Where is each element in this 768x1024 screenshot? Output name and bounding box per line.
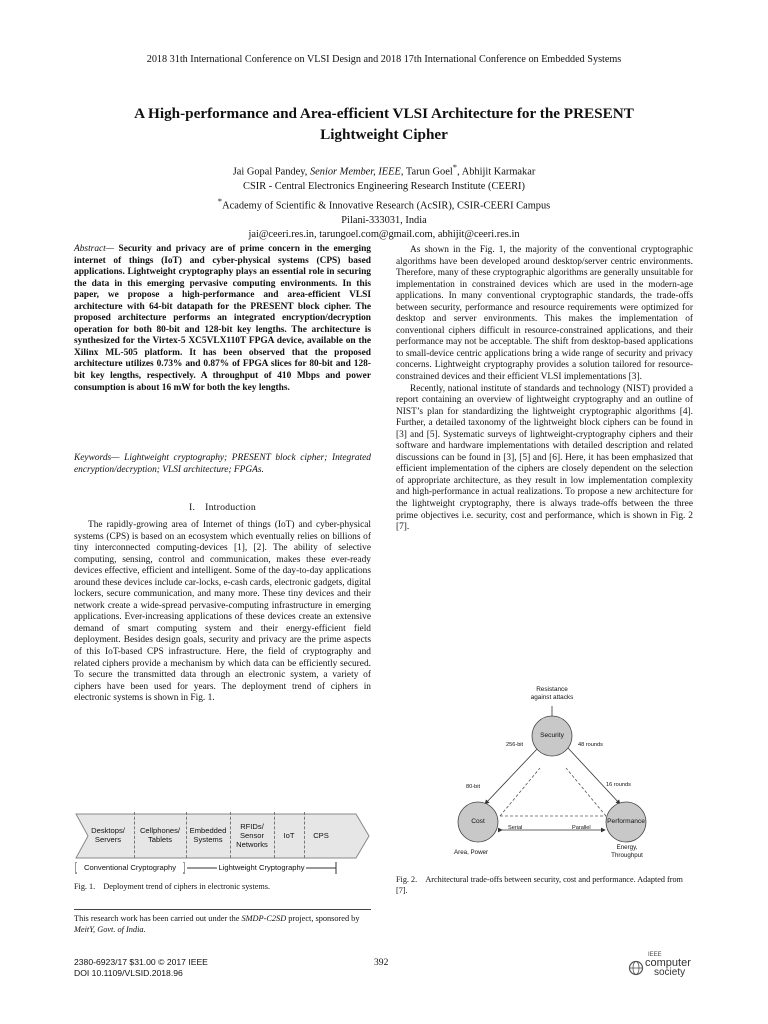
fig1-box-desktops: Desktops/ Servers: [82, 812, 135, 858]
fig2-dashed-1: [500, 768, 540, 816]
footer-left: [74, 957, 208, 979]
affiliation-2-text: Academy of Scientific & Innovative Research (AcSIR), CSIR-CEERI Campus: [222, 200, 551, 212]
figure-2: [440, 686, 680, 868]
right-para-1: As shown in the Fig. 1, the majority of the conventional cryptographic algorithms have been developed around desktop/server centric environments. Therefore, many of these cryptographic algorithms are generally unsuitable for implementation in constrained devices which are used in the modern-age applications. In many conventional cryptographic standards, the trade-offs between security, performance and resource requirements were optimized for desktop and server environments. This makes the implementation of conventional ciphers difficult in resource-constrained applications, and their performance may not be acceptable. The shift from desktop-based applications to small-device centric applications bring a wide range of security and privacy concerns. Lightweight cryptography provides a solution tailored for resource-constrained devices and their efficient VLSI implementations [3].: [396, 245, 693, 383]
title-line-2: Lightweight Cipher: [320, 126, 448, 143]
figure-2-caption: Fig. 2. Architectural trade-offs between security, cost and performance. Adapted from [7].: [396, 875, 683, 895]
footnote: [74, 909, 371, 935]
fig2-label-parallel: Parallel: [572, 825, 591, 831]
author-1-role: Senior Member, IEEE: [309, 166, 401, 178]
footer-doi: DOI 10.1109/VLSID.2018.96: [74, 968, 183, 978]
fig2-label-16rounds: 16 rounds: [606, 782, 631, 788]
abstract-label: Abstract—: [74, 244, 115, 254]
logo-ieee: IEEE: [648, 952, 662, 958]
author-block: [60, 160, 708, 242]
affiliation-1: CSIR - Central Electronics Engineering Research Institute (CEERI): [243, 180, 525, 192]
page-number: 392: [374, 957, 389, 968]
abstract: [74, 244, 371, 394]
fig2-label-cost: Cost: [471, 818, 485, 825]
keywords-text: Lightweight cryptography; PRESENT block cipher; Integrated encryption/decryption; VLSI architecture; FPGAs.: [74, 453, 371, 475]
fig2-label-performance: Performance: [607, 818, 645, 825]
fig2-edge-security-cost: [485, 748, 538, 804]
fig2-label-resistance: Resistance against attacks: [530, 686, 574, 701]
author-1: Jai Gopal Pandey,: [232, 166, 310, 178]
logo-computer: computer: [645, 957, 691, 969]
affiliation-2-mark: *: [217, 195, 223, 206]
fig1-box-rfids: RFIDs/ Sensor Networks: [230, 812, 275, 858]
fig2-label-area-power: Area, Power: [454, 849, 489, 856]
conference-header: 2018 31th International Conference on VLSI Design and 2018 17th International Conference on Embedded Systems: [146, 54, 622, 65]
keywords: [74, 453, 371, 476]
footer-issn: 2380-6923/17 $31.00 © 2017 IEEE: [74, 957, 208, 967]
footnote-pre: This research work has been carried out under the: [74, 914, 242, 923]
footnote-end: .: [143, 925, 146, 934]
fig1-box-embedded: Embedded Systems: [186, 812, 231, 858]
right-column-text: [396, 245, 693, 534]
intro-para-1: The rapidly-growing area of Internet of things (IoT) and cyber-physical systems (CPS) is based on an ecosystem which eventually relies on billions of tiny interconnected computing-devices [1], [2]. The ability of selective computing, sensing, control and communication, makes these ever-ready devices effective, efficient and intelligent. Some of the day-to-day applications around these devices include car-locks, e-cash cards, electronic gadgets, digital lockers, secure communication, and many more. These tiny devices and their network create a wide-spread pervasive-computing infrastructure in emerging applications. Ever-increasing applications of these devices create an extensive demand of smart computing system and their energy-efficient field deployment. Besides design goals, security and privacy are the prime aspects of this IoT-based CPS infrastructure. Here, the field of cryptography and related ciphers provide a mechanism by which data can be efficiently secured. To secure the transmitted data through an electronic system, a variety of ciphers have been used for years. The deployment trend of ciphers in electronic systems is shown in Fig. 1.: [74, 520, 371, 704]
fig2-label-48rounds: 48 rounds: [578, 742, 603, 748]
emails: jai@ceeri.res.in, tarungoel.com@gmail.com, abhijit@ceeri.res.in: [248, 228, 520, 240]
paper-title: [60, 103, 708, 145]
keywords-label: Keywords—: [74, 453, 120, 463]
fig2-diagram: [440, 686, 680, 868]
logo-society: society: [654, 967, 686, 978]
fig1-label-conventional: Conventional Cryptography: [76, 863, 184, 872]
fig2-label-80bit: 80-bit: [466, 784, 480, 790]
author-3: , Abhijit Karmakar: [457, 166, 536, 178]
footnote-project: SMDP-C2SD: [241, 914, 287, 923]
location: Pilani-333031, India: [341, 214, 427, 226]
affiliation-2: [60, 194, 708, 214]
figure-1-caption: Fig. 1. Deployment trend of ciphers in electronic systems.: [74, 882, 271, 891]
author-2-mark: *: [452, 162, 458, 172]
intro-paragraph: [74, 520, 371, 705]
footnote-mid: project, sponsored by: [286, 914, 360, 923]
fig1-box-iot: IoT: [274, 812, 305, 858]
fig1-box-cellphones: Cellphones/ Tablets: [134, 812, 187, 858]
title-line-1: A High-performance and Area-efficient VLSI Architecture for the PRESENT: [134, 105, 634, 122]
fig2-label-energy: Energy, Throughput: [611, 844, 643, 859]
abstract-text: Security and privacy are of prime concern in the emerging internet of things (IoT) and cyber-physical systems (CPS) based applications. Lightweight cryptography plays an essential role in securing the data in this emerging pervasive computing environments. In this paper, we propose a high-performance and area-efficient VLSI architecture with 64-bit datapath for the PRESENT block cipher. The proposed architecture performs an integrated encryption/decryption operation for both 80-bit and 128-bit key lengths. The architecture is synthesized for the Virtex-5 XC5VLX110T FPGA device, available on the Xilinx ML-505 platform. It has been observed that the proposed architecture utilizes 0.73% and 0.87% of FPGA slices for 80-bit and 128-bit key lengths, respectively. A throughput of 410 Mbps and power consumption is about 16 mW for both the key lengths.: [74, 244, 371, 393]
fig2-label-serial: Serial: [508, 825, 523, 831]
fig2-edge-security-performance: [568, 748, 620, 804]
fig1-box-cps: CPS: [313, 830, 329, 840]
fig2-label-security: Security: [540, 732, 564, 739]
fig2-label-256: 256-bit: [506, 742, 524, 748]
footnote-sponsor: MeitY, Govt. of India: [74, 925, 144, 934]
author-line: [60, 160, 708, 180]
figure-1: [74, 812, 371, 878]
logo-globe-icon: [628, 960, 644, 976]
fig1-label-lightweight: Lightweight Cryptography: [218, 863, 305, 872]
right-para-2: Recently, national institute of standards and technology (NIST) provided a report containing an overview of lightweight cryptography and an outline of NIST’s plan for standardizing the lightweight cryptographic algorithms [4]. Further, a detailed taxonomy of the lightweight block ciphers can be found in [3] and [5]. Systematic surveys of lightweight-cryptography ciphers and their software and hardware implementations with detailed description and related discussions can be found in [3], [5] and [6]. Here, it has been emphasized that efficient implementation of the ciphers are closely dependent on the selection of appropriate architecture, as they result in low implementation complexity and high-performance in actual realizations. To propose a new architecture for the lightweight cryptography, there is always trade-offs between the three prime objectives i.e. security, cost and performance, which is shown in Fig. 2 [7].: [396, 383, 693, 533]
fig2-dashed-2: [566, 768, 606, 816]
section-heading-introduction: I. Introduction: [189, 502, 256, 513]
author-2: , Tarun Goel: [400, 166, 453, 178]
